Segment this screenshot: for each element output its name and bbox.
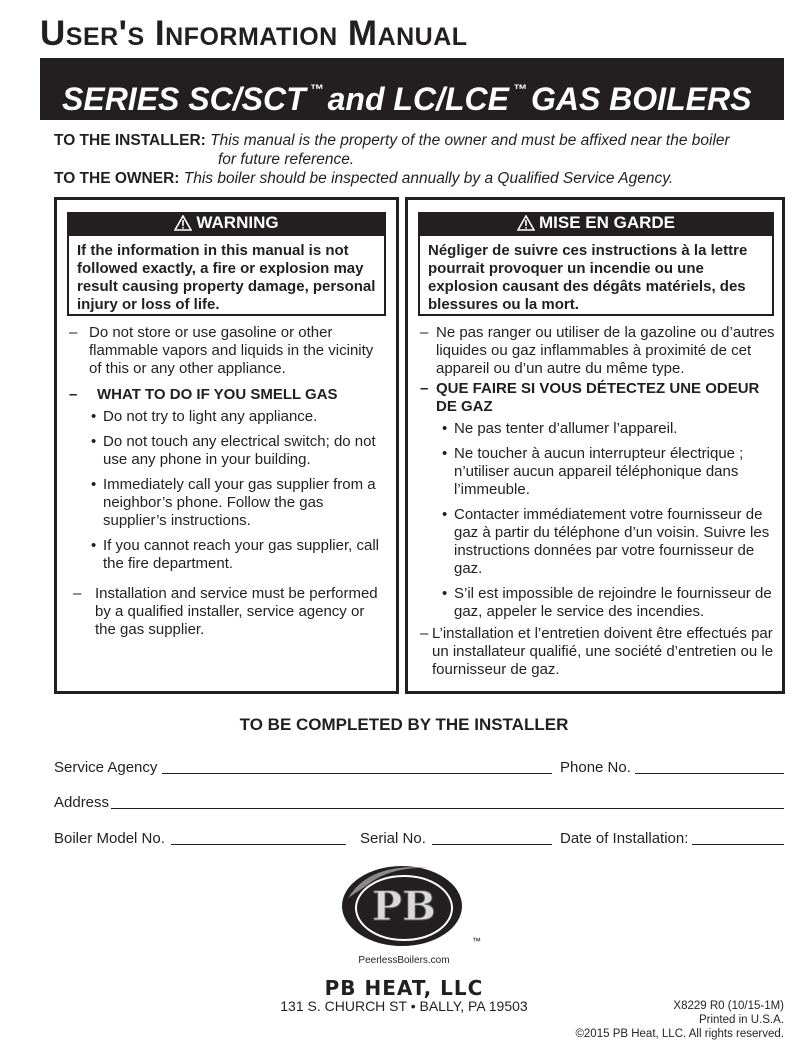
owner-label: TO THE OWNER: <box>54 170 180 187</box>
series-banner-text <box>62 71 751 117</box>
installer-form-heading: TO BE COMPLETED BY THE INSTALLER <box>239 715 569 734</box>
company-name: PB HEAT, LLC <box>324 976 484 1000</box>
bullet-mark: • <box>442 420 448 437</box>
printed-in: Printed in U.S.A. <box>698 1014 784 1026</box>
list-item <box>420 625 778 679</box>
installer-text-cont: for future reference. <box>218 151 355 168</box>
list-item-text: Ne pas ranger ou utiliser de la gazoline ou d’autres liquides ou gaz inflammables à proximité de cet appareil ou d’un autre du même type. <box>436 324 775 377</box>
bullet-item <box>420 585 778 621</box>
bullet-text: Ne pas tenter d’allumer l’appareil. <box>454 420 678 437</box>
bullet-text: Immediately call your gas supplier from a neighbor’s phone. Follow the gas supplier’s instructions. <box>103 476 376 529</box>
owner-note <box>54 169 673 188</box>
list-item <box>69 585 389 639</box>
phone-label: Phone No. <box>560 759 631 776</box>
list-item-heading: QUE FAIRE SI VOUS DÉTECTEZ UNE ODEUR DE GAZ <box>436 380 760 415</box>
installer-note <box>54 131 730 150</box>
list-item-heading: WHAT TO DO IF YOU SMELL GAS <box>97 386 338 403</box>
address-label: Address <box>54 794 110 811</box>
bullet-mark: • <box>442 585 448 602</box>
installation-date-field[interactable] <box>692 844 784 845</box>
list-dash: – <box>69 324 78 341</box>
logo-letters: PB <box>372 883 436 930</box>
bullet-text: S’il est impossible de rejoindre le fournisseur de gaz, appeler le service des incendies. <box>454 585 772 620</box>
list-item <box>69 386 389 404</box>
bullet-text: Do not touch any electrical switch; do not use any phone in your building. <box>103 433 376 468</box>
warning-triangle-icon <box>517 215 535 231</box>
serial-label: Serial No. <box>360 830 426 847</box>
bullet-mark: • <box>442 506 448 523</box>
bullet-text: Contacter immédiatement votre fournisseur de gaz à partir du téléphone d’un voisin. Suivre les instructions données par votre fournisseur de gaz. <box>454 506 770 577</box>
copyright: ©2015 PB Heat, LLC. All rights reserved. <box>575 1028 784 1040</box>
service-agency-label: Service Agency <box>54 759 158 776</box>
bullet-item <box>420 445 778 499</box>
warning-list <box>420 324 778 687</box>
address-field[interactable] <box>111 808 784 809</box>
pb-logo <box>340 858 490 959</box>
list-dash: – <box>420 625 429 642</box>
warning-header <box>67 212 386 234</box>
bullet-mark: • <box>91 433 97 450</box>
warning-header <box>418 212 774 234</box>
warning-panel-english <box>54 197 399 694</box>
list-item-text: L’installation et l’entretien doivent être effectués par un installateur qualifié, une société d’entretien ou le fournisseur de gaz. <box>432 625 774 678</box>
list-dash: – <box>69 386 78 403</box>
list-item <box>420 380 778 416</box>
pb-logo-graphic <box>340 858 490 954</box>
website-link[interactable]: PeerlessBoilers.com <box>358 955 450 966</box>
list-item-text: Do not store or use gasoline or other flammable vapors and liquids in the vicinity of this or any other appliance. <box>89 324 374 377</box>
bullet-item <box>69 537 389 573</box>
list-item <box>69 324 389 378</box>
warning-header-label: MISE EN GARDE <box>538 213 676 232</box>
bullet-mark: • <box>442 445 448 462</box>
bullet-mark: • <box>91 476 97 493</box>
warning-box: Négliger de suivre ces instructions à la lettre pourrait provoquer un incendie ou une explosion causant des dégâts matériels, des blessures ou la mort. <box>418 234 774 316</box>
logo-trademark: ™ <box>472 936 481 946</box>
bullet-item <box>69 408 389 426</box>
bullet-item <box>69 476 389 530</box>
bullet-text: Do not try to light any appliance. <box>103 408 318 425</box>
owner-text: This boiler should be inspected annually by a Qualified Service Agency. <box>183 170 674 187</box>
bullet-text: If you cannot reach your gas supplier, call the fire department. <box>103 537 379 572</box>
bullet-item <box>420 420 778 438</box>
bullet-item <box>69 433 389 469</box>
installer-label: TO THE INSTALLER: <box>54 132 206 149</box>
page-title: User's Information Manual <box>40 14 468 53</box>
installer-text: This manual is the property of the owner and must be affixed near the boiler <box>210 132 730 149</box>
installation-date-label: Date of Installation: <box>560 830 689 847</box>
list-dash: – <box>73 585 82 602</box>
series-part-3: GAS BOILERS <box>530 81 752 117</box>
series-part-2: and LC/LCE <box>327 81 509 117</box>
bullet-mark: • <box>91 408 97 425</box>
trademark-mark: ™ <box>309 81 324 97</box>
boiler-model-field[interactable] <box>171 844 346 845</box>
bullet-mark: • <box>91 537 97 554</box>
trademark-mark: ™ <box>512 81 527 97</box>
bullet-text: Ne toucher à aucun interrupteur électrique ; n’utiliser aucun appareil téléphonique dans l’immeuble. <box>454 445 744 498</box>
installer-note-cont <box>218 150 354 169</box>
warning-list <box>69 324 389 647</box>
serial-field[interactable] <box>432 844 552 845</box>
series-part-1: SERIES SC/SCT <box>62 81 306 117</box>
warning-box: If the information in this manual is not followed exactly, a fire or explosion may result causing property damage, personal injury or loss of life. <box>67 234 386 316</box>
warning-header-label: WARNING <box>196 213 279 232</box>
bullet-item <box>420 506 778 578</box>
document-number: X8229 R0 (10/15-1M) <box>673 1000 784 1012</box>
warning-panel-french <box>405 197 785 694</box>
phone-field[interactable] <box>635 773 784 774</box>
list-dash: – <box>420 380 429 397</box>
service-agency-field[interactable] <box>162 773 552 774</box>
warning-triangle-icon <box>174 215 192 231</box>
list-item <box>420 324 778 378</box>
list-dash: – <box>420 324 429 341</box>
series-banner <box>40 58 784 120</box>
boiler-model-label: Boiler Model No. <box>54 830 165 847</box>
list-item-text: Installation and service must be performed by a qualified installer, service agency or the gas supplier. <box>95 585 378 638</box>
company-address: 131 S. CHURCH ST • BALLY, PA 19503 <box>280 998 528 1014</box>
